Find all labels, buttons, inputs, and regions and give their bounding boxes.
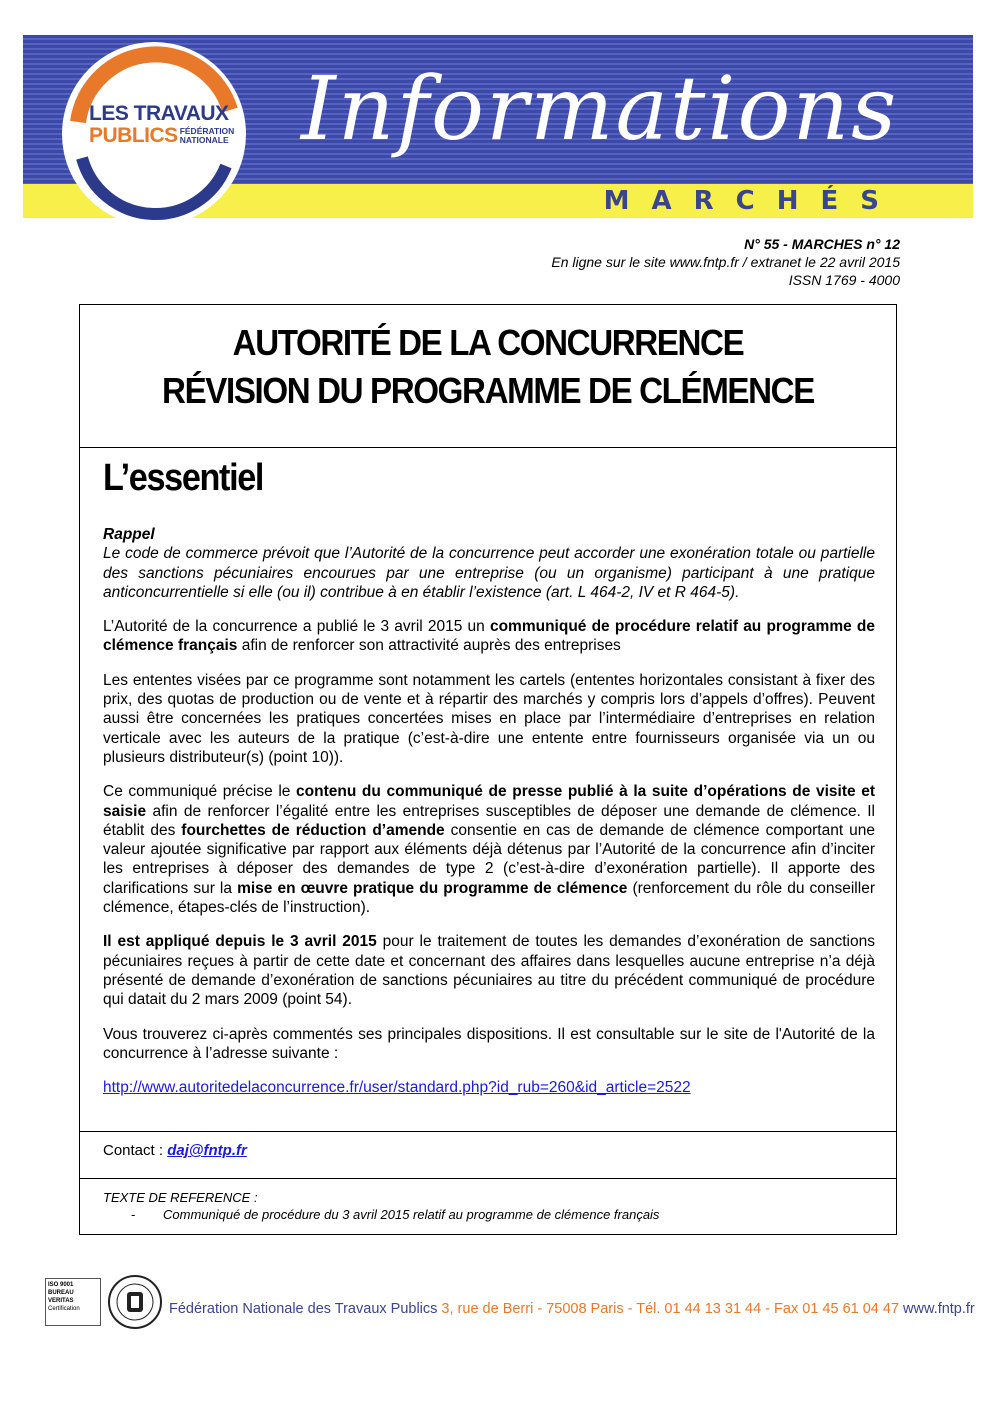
autorite-link[interactable]: http://www.autoritedelaconcurrence.fr/user/standard.php?id_rub=260&id_article=2522 (103, 1079, 691, 1097)
title-line2: RÉVISION DU PROGRAMME DE CLÉMENCE (162, 370, 814, 411)
divider (80, 1131, 896, 1132)
footer-address (169, 1301, 975, 1317)
bureau-veritas-seal-icon (107, 1274, 163, 1330)
paragraph-1: L’Autorité de la concurrence a publié le 3 avril 2015 un communiqué de procédure relatif au programme de clémence français afin de renforcer son attractivité auprès des entreprises (103, 618, 875, 655)
rappel (103, 525, 875, 602)
reference-item: - Communiqué de procédure du 3 avril 2015 relatif au programme de clémence français (131, 1207, 660, 1222)
paragraph-4: Il est appliqué depuis le 3 avril 2015 pour le traitement de toutes les demandes d’exonération de sanctions pécuniaires reçues à partir de cette date et concernant des affaires dans lesquelles aucune entreprise n’a déjà présenté de demande d’exonération de sanctions pécuniaires au titre du précédent communiqué de procédure qui datait du 2 mars 2009 (point 54). (103, 933, 875, 1009)
section-heading: L’essentiel (103, 457, 264, 499)
title-line1: AUTORITÉ DE LA CONCURRENCE (232, 322, 744, 363)
logo-sub: FÉDÉRATION NATIONALE (179, 126, 235, 145)
issue-issn: ISSN 1769 - 4000 (788, 272, 900, 288)
footer-site: www.fntp.fr (903, 1301, 975, 1317)
rappel-title: Rappel (103, 526, 155, 543)
footer (45, 1274, 975, 1334)
issue-number: N° 55 - MARCHES n° 12 (744, 236, 900, 252)
rappel-text: Le code de commerce prévoit que l’Autorité de la concurrence peut accorder une exonération totale ou partielle des sanctions pécuniaires encourues par une entreprise (ou un organisme) participant à une pratique anticoncurrentielle si elle (ou il) contribue à en établir l’existence (art. L 464-2, IV et R 464-5). (103, 545, 875, 601)
body-text (103, 525, 875, 1112)
reference-title: TEXTE DE REFERENCE : (103, 1190, 258, 1205)
divider (80, 1178, 896, 1179)
issue-info (551, 235, 900, 289)
banner-title: Informations (301, 57, 899, 160)
paragraph-2: Les ententes visées par ce programme sont notamment les cartels (ententes horizontales consistant à fixer des prix, des quotas de production ou de vente et à répartir des marchés y compris lors d’appels d’offres). Peuvent aussi être concernées les pratiques concertées mises en place par l’intermédiaire d’entreprises en relation verticale avec les auteurs de la pratique (c’est-à-dire une entente entre fournisseurs organisée via un ou plusieurs distributeur(s) (point 10)). (103, 671, 875, 766)
paragraph-3: Ce communiqué précise le contenu du communiqué de presse publié à la suite d’opérations de visite et saisie afin de renforcer l’égalité entre les entreprises susceptibles de déposer une demande de clémence. Il établit des fourchettes de réduction d’amende consentie en cas de demande de clémence comportant une valeur ajoutée significative par rapport aux éléments déjà détenus par l’Autorité de la concurrence afin d’inciter les entreprises à déposer des demandes de type 2 (c’est-à-dire d’exonération partielle). Il apporte des clarifications sur la mise en œuvre pratique du programme de clémence (renforcement du rôle du conseiller clémence, étapes-clés de l’instruction). (103, 783, 875, 917)
footer-org: Fédération Nationale des Travaux Publics (169, 1301, 438, 1317)
logo-text (89, 103, 269, 147)
contact-label: Contact : (103, 1142, 168, 1159)
banner-section: MARCHÉS (603, 186, 901, 216)
contact-email-link[interactable]: daj@fntp.fr (167, 1142, 247, 1159)
footer-contact-info: 3, rue de Berri - 75008 Paris - Tél. 01 44 13 31 44 - Fax 01 45 61 04 47 (437, 1301, 904, 1317)
reference-texts (103, 1189, 659, 1223)
main-box (79, 304, 897, 1235)
iso-certification-badge: ISO 9001 BUREAU VERITAS Certification (45, 1278, 101, 1326)
title-box (80, 305, 896, 448)
issue-online: En ligne sur le site www.fntp.fr / extranet le 22 avril 2015 (551, 254, 900, 270)
logo-line1: LES TRAVAUX (89, 102, 229, 125)
paragraph-5: Vous trouverez ci-après commentés ses principales dispositions. Il est consultable sur le site de l'Autorité de la concurrence à l’adresse suivante : (103, 1025, 875, 1062)
contact (103, 1142, 247, 1159)
logo-line2: PUBLICS (89, 124, 178, 147)
